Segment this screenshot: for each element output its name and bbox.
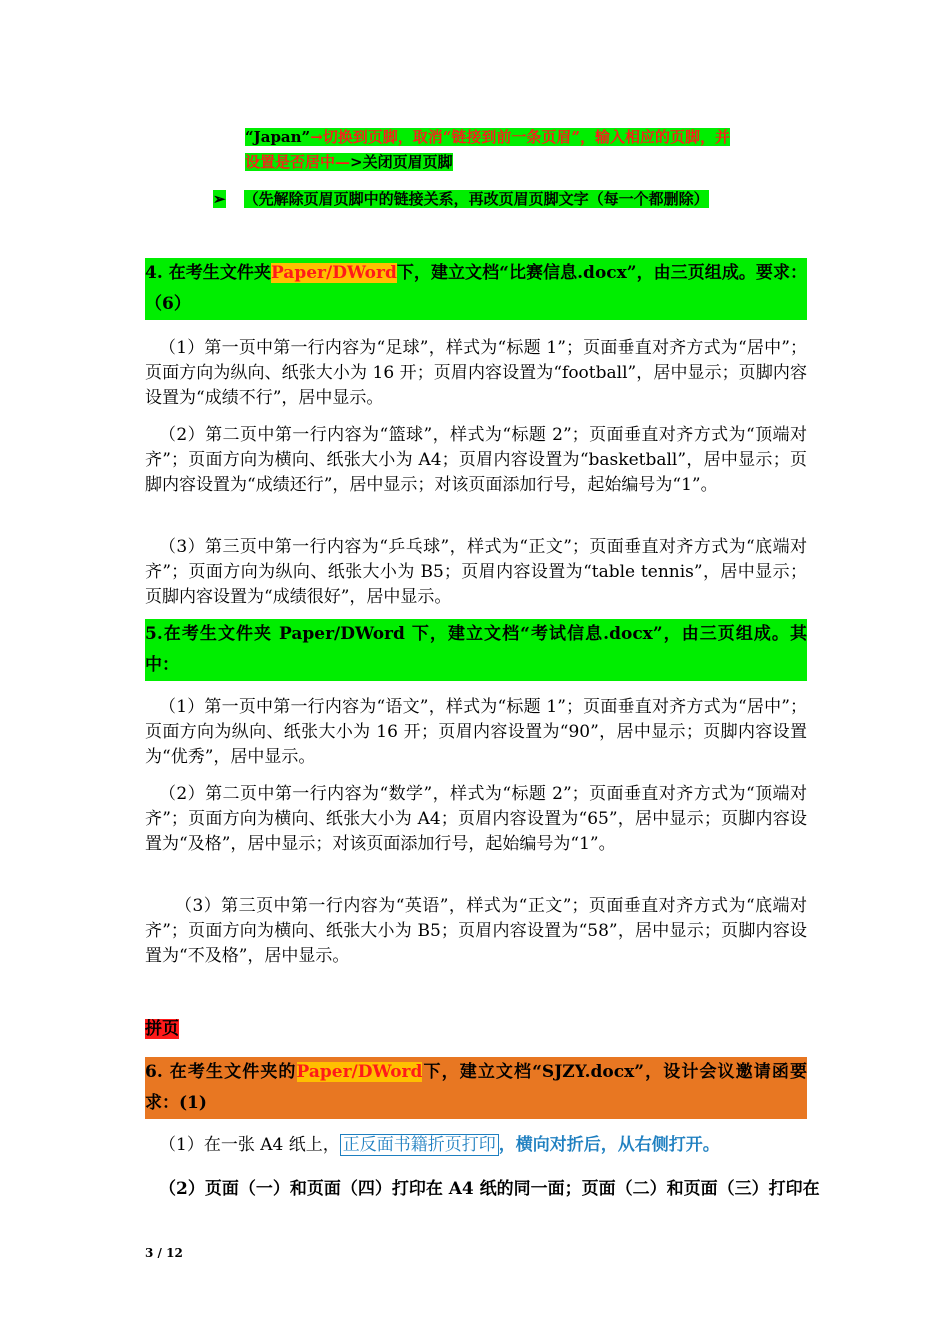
note-unlink-tip — [213, 187, 709, 212]
q6-heading-post: 下，建立文档“SJZY.docx”，设计会议邀请函要求：(1) — [145, 1062, 807, 1113]
note-line-1-text: 切换到页脚，取消“链接到前一条页眉”，输入相应的页脚，并 — [322, 128, 731, 146]
note-line-1 — [245, 125, 810, 150]
q6-heading-pre: 6. 在考生文件夹的 — [145, 1062, 297, 1082]
q5-item-3: （3）第三页中第一行内容为“英语”，样式为“正文”；页面垂直对齐方式为“底端对齐”；页面方向为横向、纸张大小为 B5；页眉内容设置为“58”，居中显示；页脚内容设置为“不及格”，居中显示。 — [145, 896, 807, 966]
booklet-print-link[interactable]: 正反面书籍折页打印 — [340, 1134, 499, 1156]
q6-item-2: （2）页面（一）和页面（四）打印在 A4 纸的同一面；页面（二）和页面（三）打印在 — [159, 1179, 820, 1199]
right-arrow-icon: → — [310, 128, 323, 146]
q4-item-2: （2）第二页中第一行内容为“篮球”，样式为“标题 2”；页面垂直对齐方式为“顶端对齐”；页面方向为横向、纸张大小为 A4；页眉内容设置为“basketball”，居中显示；页脚内容设置为“成绩还行”，居中显示；对该页面添加行号，起始编号为“1”。 — [145, 425, 807, 495]
q6-folder-path: Paper/DWord — [296, 1062, 423, 1082]
q6-item-1-post: ，横向对折后，从右侧打开。 — [498, 1135, 720, 1155]
q6-item-1 — [145, 1133, 807, 1158]
note-unlink-text: （先解除页眉页脚中的链接关系，再改页眉页脚文字（每一个都删除） — [243, 190, 709, 208]
japan-quote: “Japan” — [245, 128, 311, 146]
note-line-2-text: 设置是否居中 — [245, 153, 336, 171]
close-header-footer-text: >关闭页眉页脚 — [350, 153, 453, 171]
q6-heading — [145, 1057, 807, 1119]
q6-item-1-pre: （1）在一张 A4 纸上， — [159, 1135, 340, 1155]
q5-item-2: （2）第二页中第一行内容为“数学”，样式为“标题 2”；页面垂直对齐方式为“顶端对齐”；页面方向为横向、纸张大小为 A4；页眉内容设置为“65”，居中显示；页脚内容设置为“及格”，居中显示；对该页面添加行号，起始编号为“1”。 — [145, 784, 807, 854]
note-footer-steps — [245, 125, 810, 175]
q4-item-3: （3）第三页中第一行内容为“乒乓球”，样式为“正文”；页面垂直对齐方式为“底端对齐”；页面方向为纵向、纸张大小为 B5；页眉内容设置为“table tennis”，居中显示；页脚内容设置为“成绩很好”，居中显示。 — [145, 537, 807, 607]
section-label-text: 拼页 — [145, 1019, 179, 1039]
q4-heading-pre: 4. 在考生文件夹 — [145, 263, 271, 283]
page-number: 3 / 12 — [145, 1246, 183, 1260]
q5-heading: 5.在考生文件夹 Paper/DWord 下，建立文档“考试信息.docx”，由三页组成。其中： — [145, 619, 807, 681]
q4-folder-path: Paper/DWord — [270, 263, 397, 283]
q4-item-1: （1）第一页中第一行内容为“足球”，样式为“标题 1”；页面垂直对齐方式为“居中”；页面方向为纵向、纸张大小为 16 开；页眉内容设置为“football”，居中显示；页脚内容设置为“成绩不行”，居中显示。 — [145, 338, 807, 408]
dash-glyph: — — [335, 153, 351, 171]
q5-item-1: （1）第一页中第一行内容为“语文”，样式为“标题 1”；页面垂直对齐方式为“居中”；页面方向为纵向、纸张大小为 16 开；页眉内容设置为“90”，居中显示；页脚内容设置为“优秀”，居中显示。 — [145, 697, 807, 767]
q4-heading-post: 下，建立文档“比赛信息.docx”，由三页组成。要求：（6） — [145, 263, 807, 314]
bullet-arrow-icon: ➢ — [213, 190, 226, 208]
section-label-pinye — [145, 1017, 179, 1042]
note-line-2 — [245, 150, 810, 175]
q4-heading — [145, 258, 807, 320]
